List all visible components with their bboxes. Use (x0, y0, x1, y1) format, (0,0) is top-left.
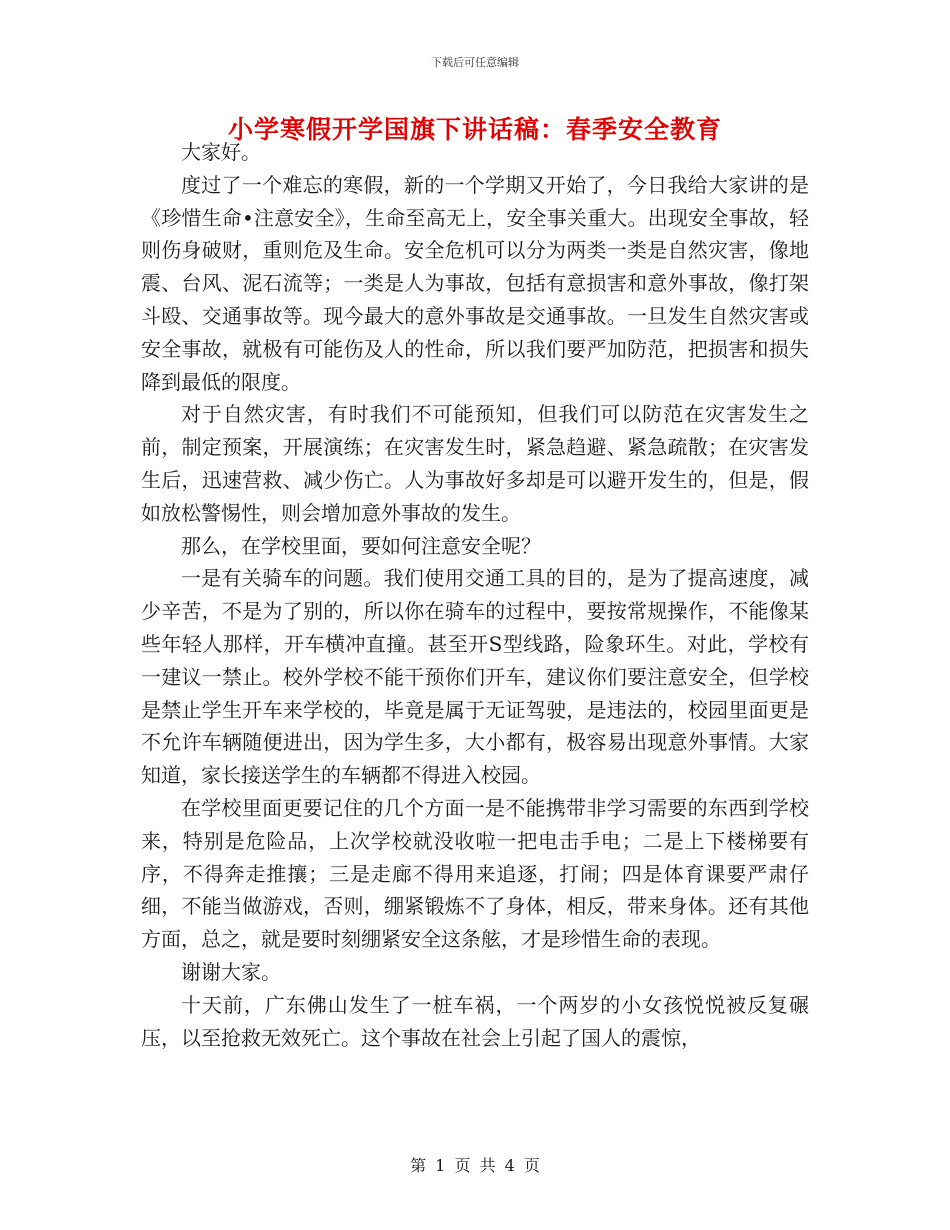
page-header-note: 下载后可任意编辑 (431, 56, 519, 69)
paragraph: 那么，在学校里面，要如何注意安全呢？ (181, 533, 541, 558)
paragraph: 十天前，广东佛山发生了一桩车祸，一个两岁的小女孩悦悦被反复碾压，以至抢救无效死亡。这个事故在社会上引起了国人的震惊， (141, 992, 809, 1050)
paragraph-greeting: 大家好。 (181, 140, 261, 164)
document-title: 小学寒假开学国旗下讲话稿：春季安全教育 (227, 115, 722, 144)
paragraph: 度过了一个难忘的寒假，新的一个学期又开始了，今日我给大家讲的是《珍惜生命•注意安全》，生命至高无上，安全事关重大。出现安全事故，轻则伤身破财，重则危及生命。安全危机可以分为两类一类是自然灾害，像地震、台风、泥石流等；一类是人为事故，包括有意损害和意外事故，像打架斗殴、交通事故等。现今最大的意外事故是交通事故。一旦发生自然灾害或安全事故，就极有可能伤及人的性命，所以我们要严加防范，把损害和损失降到最低的限度。 (141, 172, 809, 394)
page-footer: 第 1 页 共 4 页 (410, 1156, 540, 1175)
document-body (141, 136, 809, 1054)
paragraph: 对于自然灾害，有时我们不可能预知，但我们可以防范在灾害发生之前，制定预案，开展演练；在灾害发生时，紧急趋避、紧急疏散；在灾害发生后，迅速营救、减少伤亡。人为事故好多却是可以避开发生的，但是，假如放松警惕性，则会增加意外事故的发生。 (141, 402, 809, 525)
paragraph: 一是有关骑车的问题。我们使用交通工具的目的，是为了提高速度，减少辛苦，不是为了别的，所以你在骑车的过程中，要按常规操作，不能像某些年轻人那样，开车横冲直撞。甚至开S型线路，险象环生。对此，学校有一建议一禁止。校外学校不能干预你们开车，建议你们要注意安全，但学校是禁止学生开车来学校的，毕竟是属于无证驾驶，是违法的，校园里面更是不允许车辆随便进出，因为学生多，大小都有，极容易出现意外事情。大家知道，家长接送学生的车辆都不得进入校园。 (141, 566, 809, 788)
paragraph-closing: 谢谢大家。 (181, 959, 281, 984)
paragraph: 在学校里面更要记住的几个方面一是不能携带非学习需要的东西到学校来，特别是危险品，上次学校就没收啦一把电击手电；二是上下楼梯要有序，不得奔走推攘；三是走廊不得用来追逐，打闹；四是体育课要严肃仔细，不能当做游戏，否则，绷紧锻炼不了身体，相反，带来身体。还有其他方面，总之，就是要时刻绷紧安全这条舷，才是珍惜生命的表现。 (141, 795, 809, 952)
